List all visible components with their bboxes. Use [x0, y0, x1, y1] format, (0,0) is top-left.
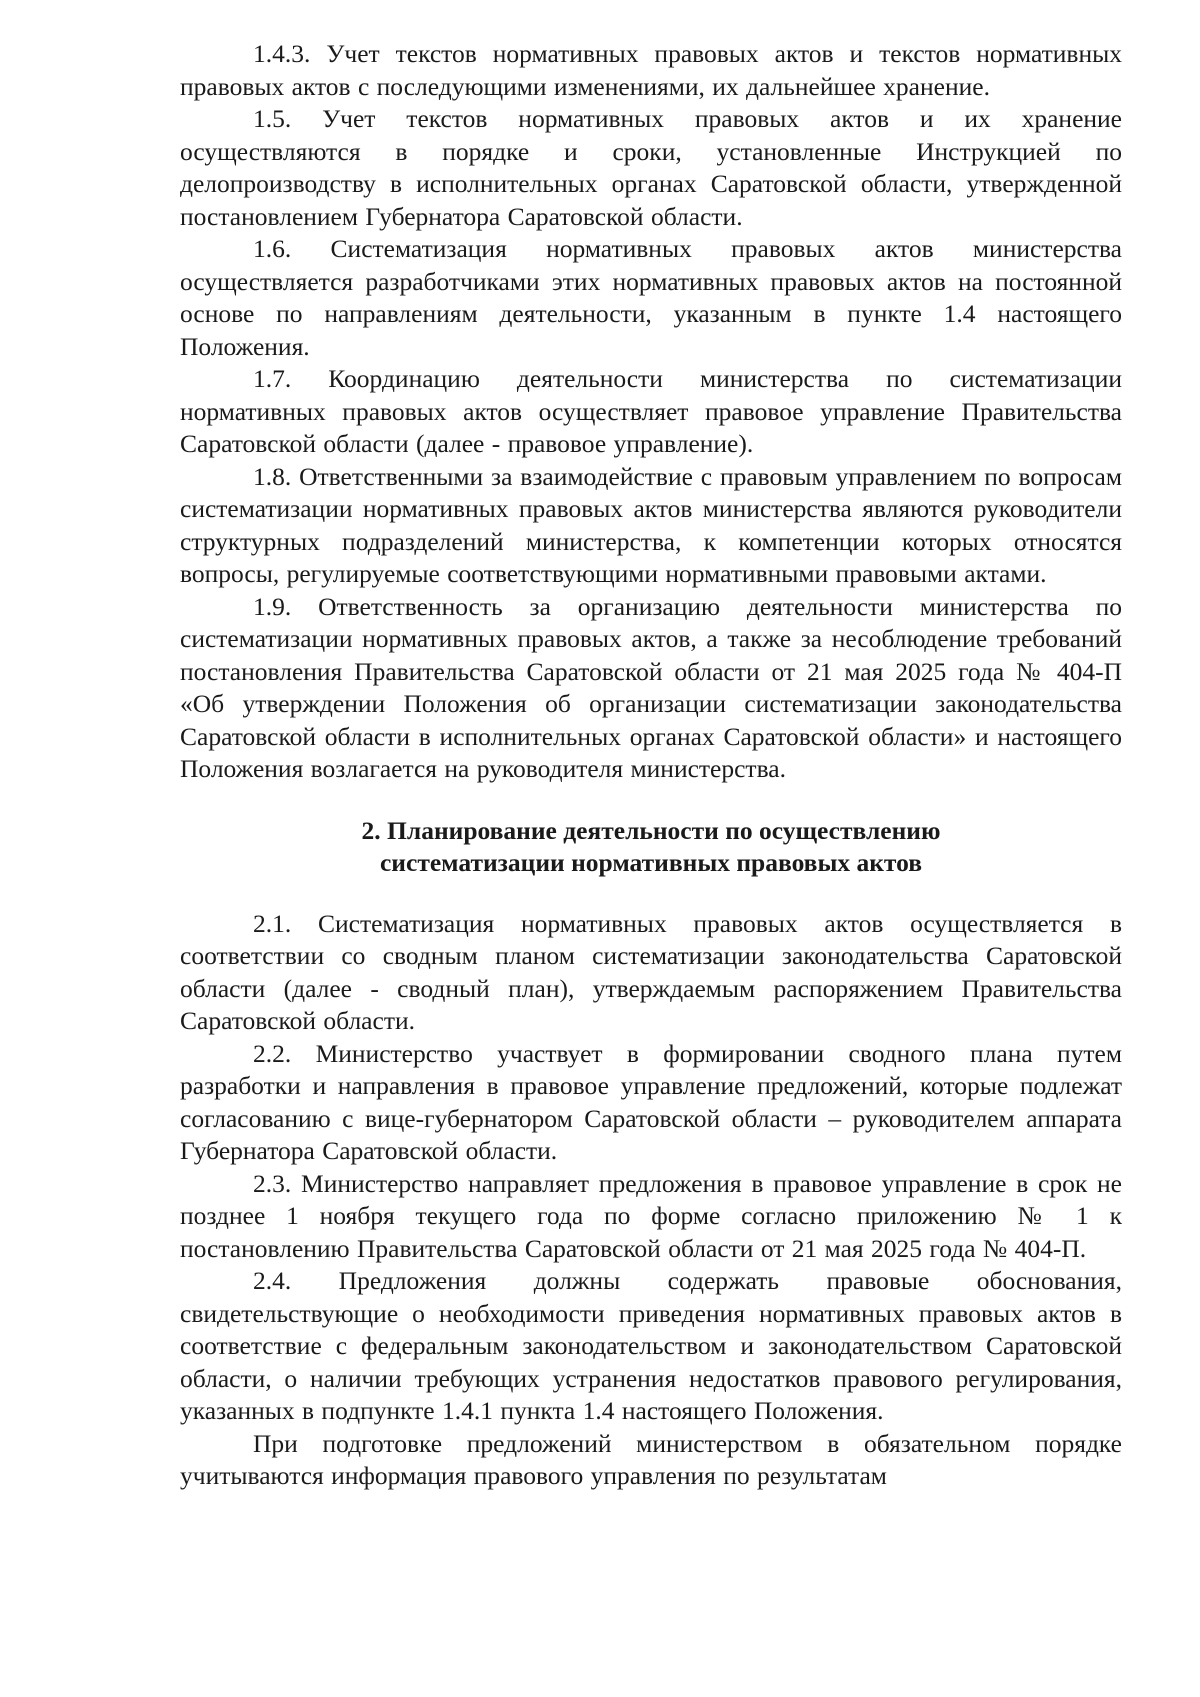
section-heading-line-2: систематизации нормативных правовых актов	[379, 848, 923, 877]
paragraph-1-8: 1.8. Ответственными за взаимодействие с правовым управлением по вопросам систематизации нормативных правовых актов министерства являются руководители структурных подразделений министерства, к компетенции которых относятся вопросы, регулируемые соответствующими нормативными правовыми актами.	[180, 461, 1122, 588]
paragraph-2-2: 2.2. Министерство участвует в формировании сводного плана путем разработки и направления в правовое управление предложений, которые подлежат согласованию с вице-губернатором Саратовской области – руководителем аппарата Губернатора Саратовской области.	[180, 1038, 1122, 1165]
section-heading-line-1: 2. Планирование деятельности по осуществлению	[361, 815, 941, 845]
section-heading	[180, 815, 1122, 880]
paragraph-2-1: 2.1. Систематизация нормативных правовых актов осуществляется в соответствии со сводным планом систематизации законодательства Саратовской области (далее - сводный план), утверждаемым распоряжением Правительства Саратовской области.	[180, 908, 1122, 1035]
paragraph-1-9: 1.9. Ответственность за организацию деятельности министерства по систематизации нормативных правовых актов, а также за несоблюдение требований постановления Правительства Саратовской области от 21 мая 2025 года № 404-П «Об утверждении Положения об организации систематизации законодательства Саратовской области в исполнительных органах Саратовской области» и настоящего Положения возлагается на руководителя министерства.	[180, 591, 1122, 783]
paragraph-2-3: 2.3. Министерство направляет предложения в правовое управление в срок не позднее 1 ноября текущего года по форме согласно приложению № 1 к постановлению Правительства Саратовской области от 21 мая 2025 года № 404-П.	[180, 1168, 1122, 1263]
paragraph-1-4-3: 1.4.3. Учет текстов нормативных правовых актов и текстов нормативных правовых актов с последующими изменениями, их дальнейшее хранение.	[180, 39, 1122, 101]
paragraph-1-5: 1.5. Учет текстов нормативных правовых актов и их хранение осуществляются в порядке и сроки, установленные Инструкцией по делопроизводству в исполнительных органах Саратовской области, утвержденной постановлением Губернатора Саратовской области.	[180, 104, 1122, 231]
paragraph-1-6: 1.6. Систематизация нормативных правовых актов министерства осуществляется разработчиками этих нормативных правовых актов на постоянной основе по направлениям деятельности, указанным в пункте 1.4 настоящего Положения.	[180, 234, 1122, 361]
document-page	[180, 38, 1122, 1493]
paragraph-2-4: 2.4. Предложения должны содержать правовые обоснования, свидетельствующие о необходимости приведения нормативных правовых актов в соответствие с федеральным законодательством и законодательством Саратовской области, о наличии требующих устранения недостатков правового регулирования, указанных в подпункте 1.4.1 пункта 1.4 настоящего Положения.	[180, 1266, 1122, 1425]
paragraph-proposals-preparation: При подготовке предложений министерством в обязательном порядке учитываются информация правового управления по результатам	[180, 1428, 1122, 1490]
paragraph-1-7: 1.7. Координацию деятельности министерства по систематизации нормативных правовых актов осуществляет правовое управление Правительства Саратовской области (далее - правовое управление).	[180, 364, 1122, 458]
